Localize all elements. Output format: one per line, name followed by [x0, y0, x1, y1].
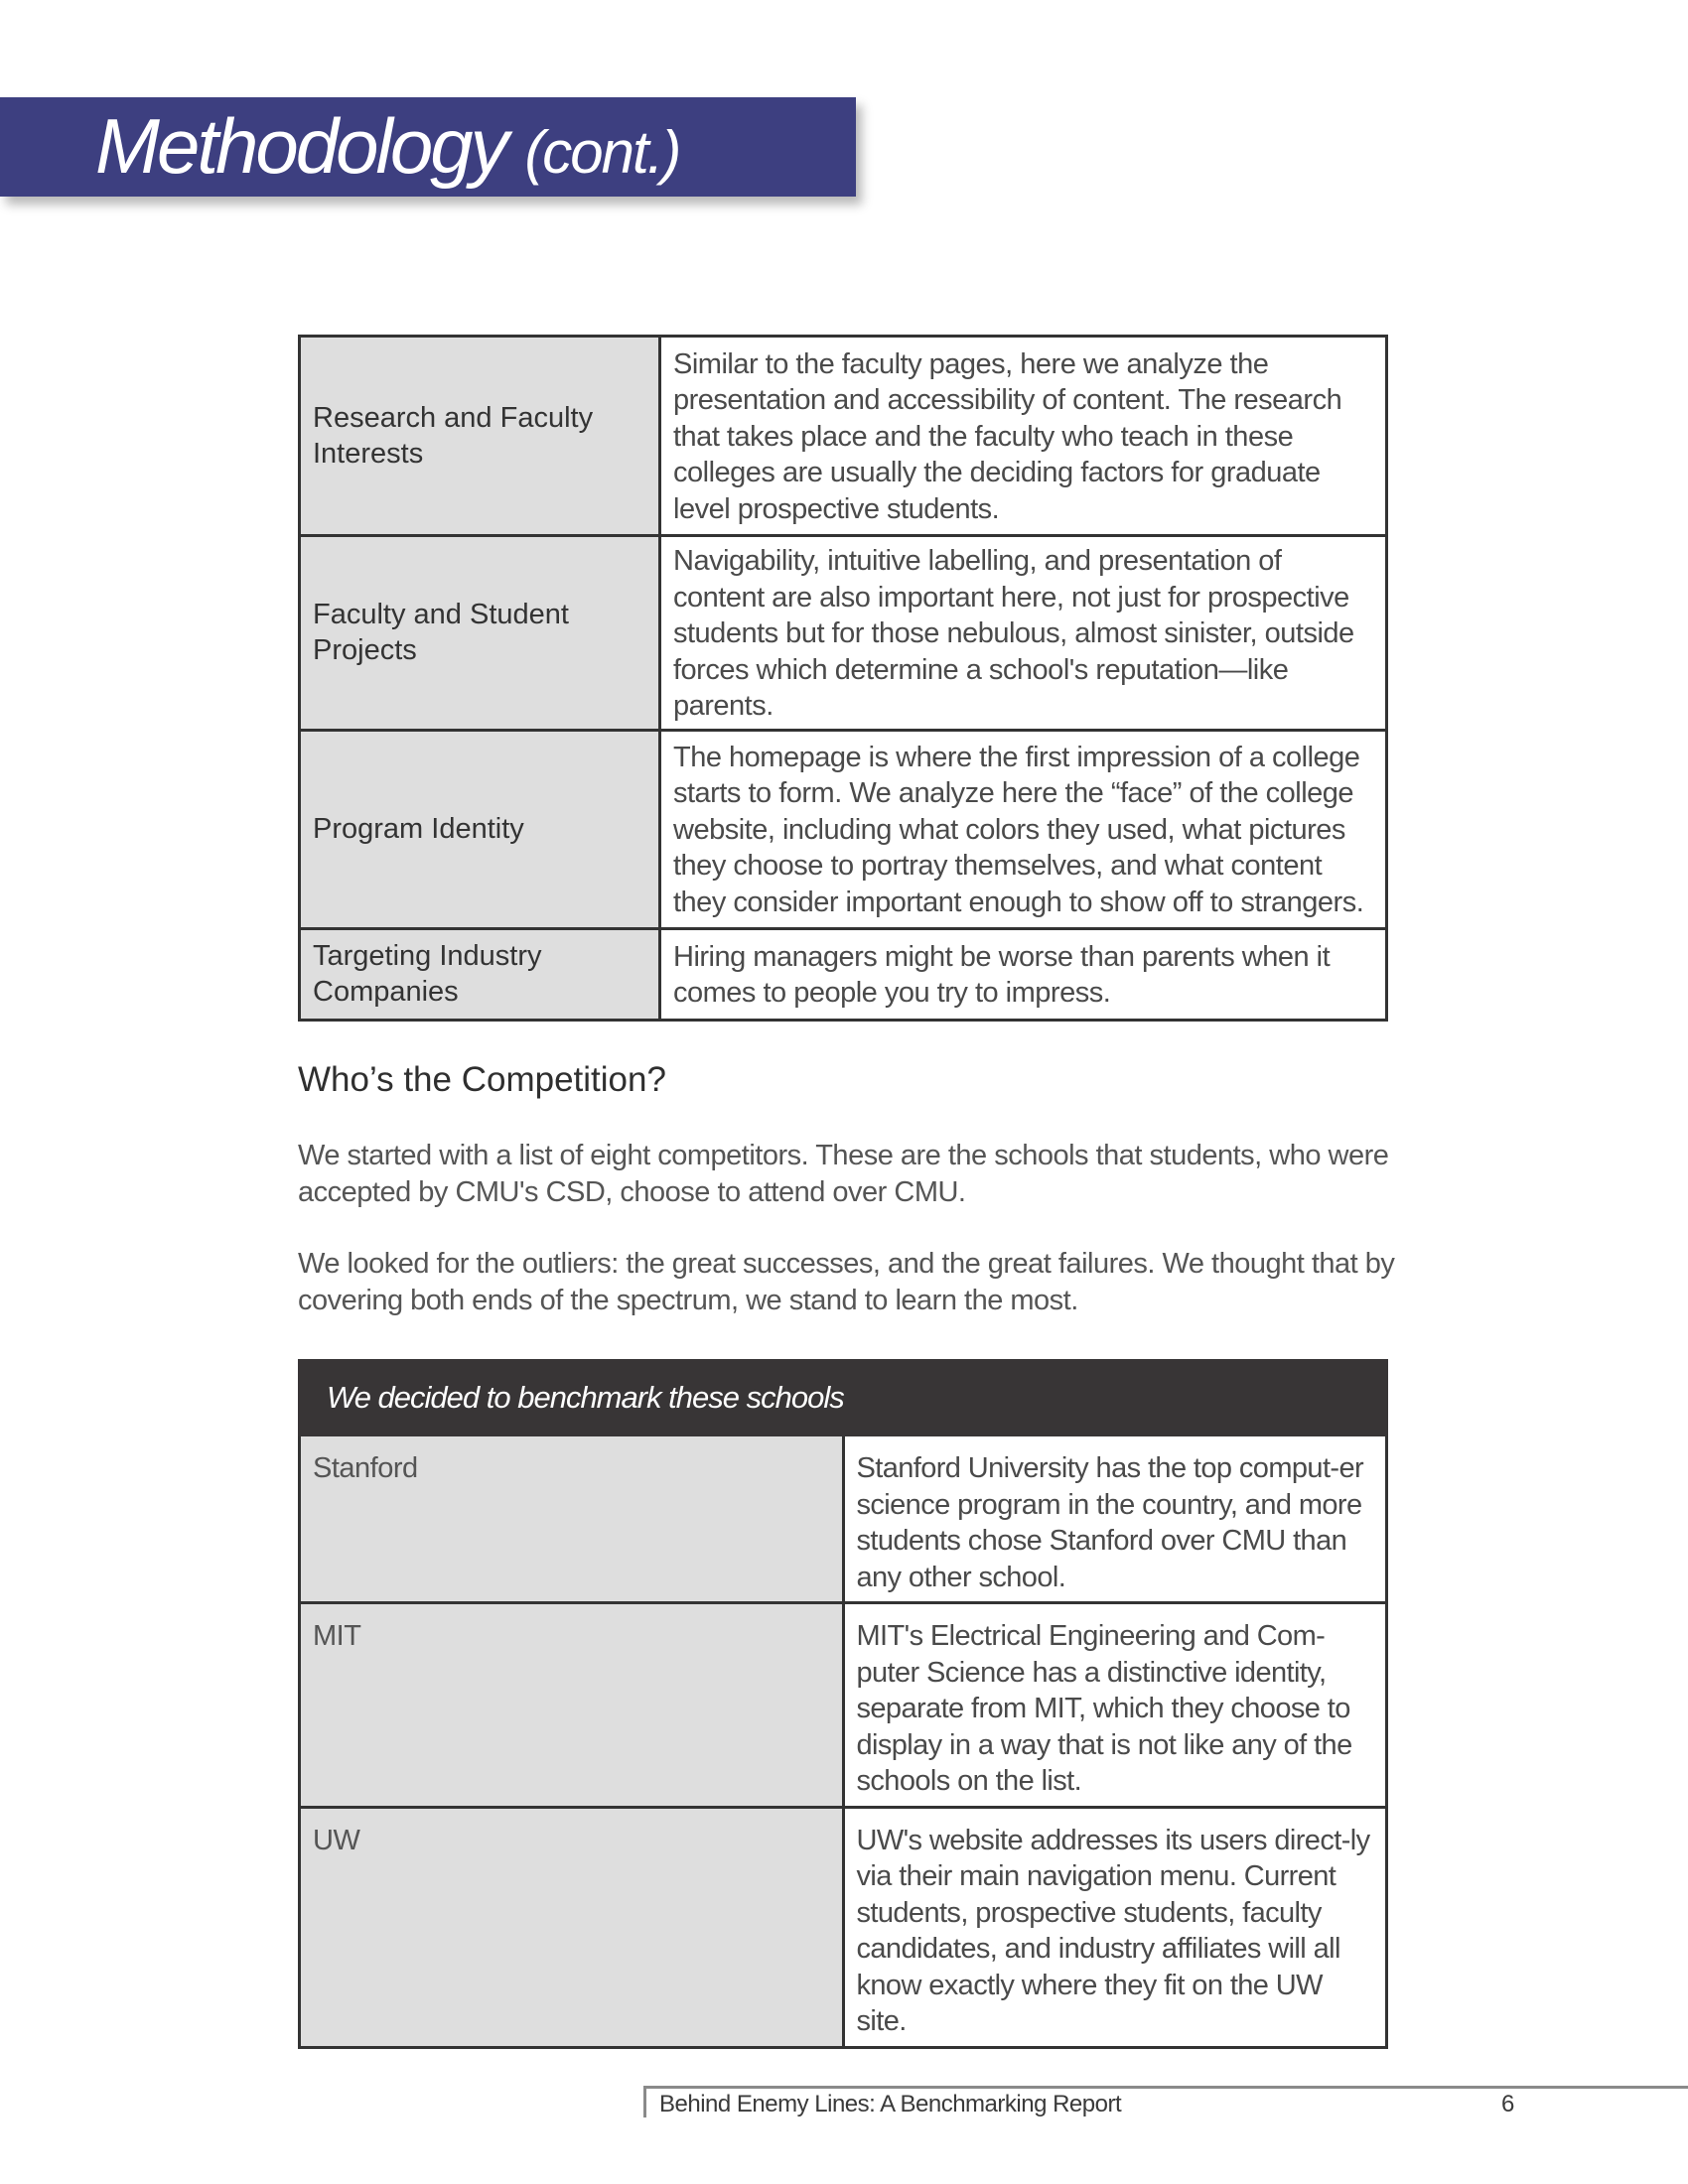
table-row: [300, 928, 1387, 1020]
criteria-description: Similar to the faculty pages, here we analyze the presentation and accessibility of content. The research that takes place and the faculty who teach in these colleges are usually the deciding factors for graduate level prospective students.: [660, 337, 1387, 536]
table-row: [300, 1807, 1387, 2047]
criteria-description: The homepage is where the first impression of a college starts to form. We analyze here the “face” of the college website, including what colors they used, what pictures they choose to portray themselves, and what content they consider important enough to show off to strangers.: [660, 730, 1387, 928]
page-number: 6: [1501, 2091, 1515, 2117]
criteria-label: Research and Faculty Interests: [300, 337, 660, 536]
approach-paragraph: We looked for the outliers: the great successes, and the great failures. We thought that by covering both ends of the spectrum, we stand to learn the most.: [298, 1248, 1395, 1316]
school-name: Stanford: [300, 1435, 844, 1603]
page-title-main: Methodology: [95, 102, 506, 190]
criteria-label: Targeting Industry Companies: [300, 928, 660, 1020]
page-title: [95, 101, 679, 198]
table-row: [300, 337, 1387, 536]
criteria-description: Hiring managers might be worse than parents when it comes to people you try to impress.: [660, 928, 1387, 1020]
school-description: Stanford University has the top comput-er science program in the country, and more students chose Stanford over CMU than any other school.: [843, 1435, 1387, 1603]
footer-divider: [643, 2086, 1688, 2089]
school-name: UW: [300, 1807, 844, 2047]
table-row: [300, 1435, 1387, 1603]
criteria-description: Navigability, intuitive labelling, and presentation of content are also important here, not just for prospective students but for those nebulous, almost sinister, outside forces which determine a school's reputation—like parents.: [660, 536, 1387, 731]
section-heading: Who’s the Competition?: [298, 1060, 666, 1099]
criteria-label: Program Identity: [300, 730, 660, 928]
school-description: UW's website addresses its users direct-ly via their main navigation menu. Current students, prospective students, faculty candidates, and industry affiliates will all know exactly where they fit on the UW site.: [843, 1807, 1387, 2047]
table-header: We decided to benchmark these schools: [300, 1361, 1387, 1435]
footer-divider-stub: [643, 2086, 646, 2117]
section-banner: [0, 97, 856, 197]
intro-paragraph: We started with a list of eight competitors. These are the schools that students, who were accepted by CMU's CSD, choose to attend over CMU.: [298, 1140, 1389, 1208]
footer-title: Behind Enemy Lines: A Benchmarking Report: [659, 2091, 1122, 2117]
criteria-label: Faculty and Student Projects: [300, 536, 660, 731]
table-header-row: [300, 1361, 1387, 1435]
table-row: [300, 536, 1387, 731]
schools-table: [298, 1359, 1388, 2049]
table-row: [300, 730, 1387, 928]
school-name: MIT: [300, 1603, 844, 1808]
table-row: [300, 1603, 1387, 1808]
criteria-table: [298, 335, 1388, 1022]
school-description: MIT's Electrical Engineering and Com-puter Science has a distinctive identity, separate from MIT, which they choose to display in a way that is not like any of the schools on the list.: [843, 1603, 1387, 1808]
page-title-suffix: (cont.): [524, 119, 680, 186]
